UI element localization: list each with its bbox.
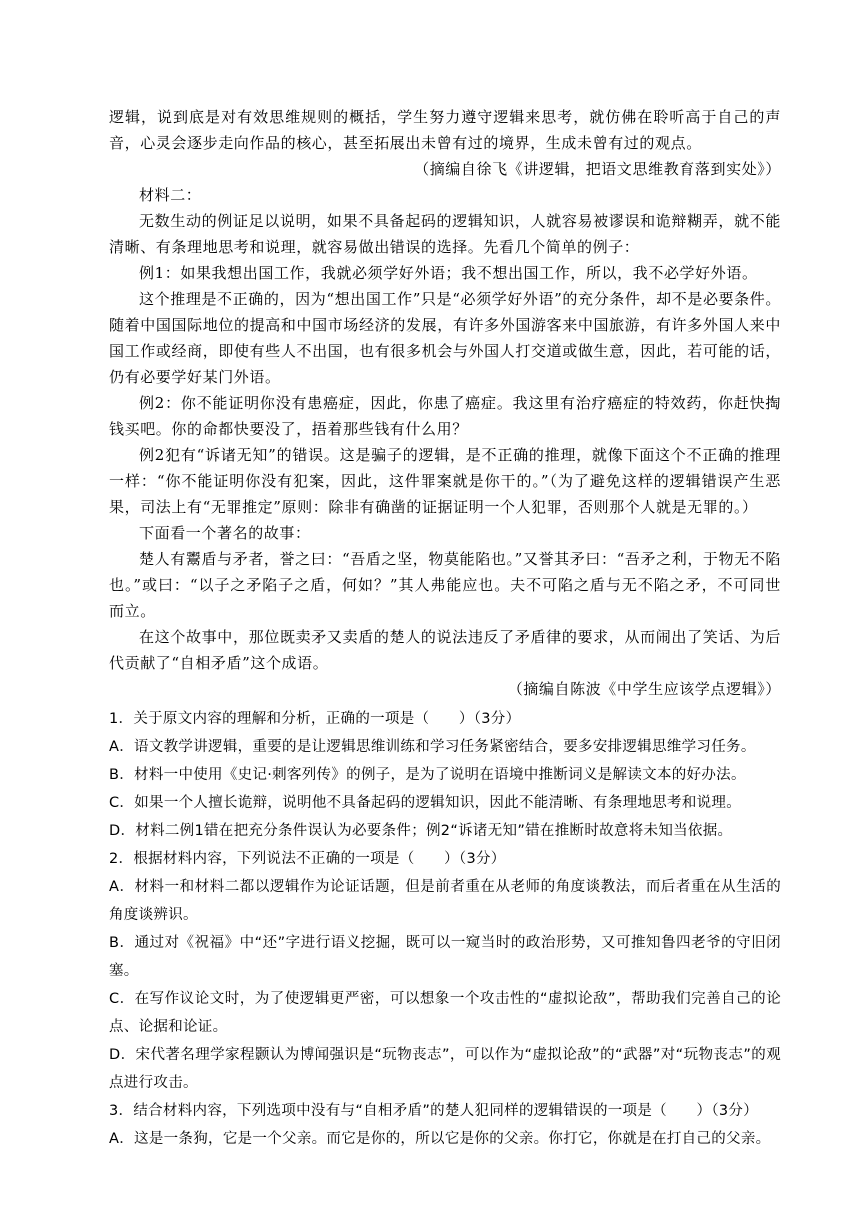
material2-paragraph: 下面看一个著名的故事： (139, 524, 311, 542)
material2-paragraph: 例2犯有“诉诸无知”的错误。这是骗子的逻辑，是不正确的推理，就像下面这个不正确的推理一样：“你不能证明你没有犯案，因此，这件罪案就是你干的。”（为了避免这样的逻辑错误产生恶果，司法上有“无罪推定”原则：除非有确凿的证据证明一个人犯罪，否则那个人就是无罪的。） (109, 446, 781, 516)
material1-paragraph: 逻辑，说到底是对有效思维规则的概括，学生努力遵守逻辑来思考，就仿佛在聆听高于自己的声音，心灵会逐步走向作品的核心，甚至拓展出未曾有过的境界，生成未曾有过的观点。 (109, 108, 781, 152)
question-1-option-b[interactable]: B．材料一中使用《史记·刺客列传》的例子，是为了说明在语境中推断词义是解读文本的好办法。 (109, 767, 746, 783)
material2-paragraph: 楚人有鬻盾与矛者，誉之曰：“吾盾之坚，物莫能陷也。”又誉其矛曰：“吾矛之利，于物无不陷也。”或曰：“以子之矛陷子之盾，何如？”其人弗能应也。夫不可陷之盾与无不陷之矛，不可同世而立。 (109, 550, 781, 620)
material2-heading: 材料二： (139, 186, 202, 204)
question-1-option-d[interactable]: D．材料二例1错在把充分条件误认为必要条件；例2“诉诸无知”错在推断时故意将未知当依据。 (109, 823, 733, 839)
material2-source: （摘编自陈波《中学生应该学点逻辑》） (507, 680, 781, 698)
material1-source: （摘编自徐飞《讲逻辑，把语文思维教育落到实处》） (414, 160, 781, 178)
question-2-stem: 2．根据材料内容，下列说法不正确的一项是（ ）（3分） (109, 851, 506, 867)
question-2-option-a[interactable]: A．材料一和材料二都以逻辑作为论证话题，但是前者重在从老师的角度谈教法，而后者重在从生活的角度谈辨识。 (109, 879, 781, 923)
question-2-option-b[interactable]: B．通过对《祝福》中“还”字进行语义挖掘，既可以一窥当时的政治形势，又可推知鲁四老爷的守旧闭塞。 (109, 935, 781, 979)
material2-paragraph: 例1：如果我想出国工作，我就必须学好外语；我不想出国工作，所以，我不必学好外语。 (139, 264, 758, 282)
question-2-option-c[interactable]: C．在写作议论文时，为了使逻辑更严密，可以想象一个攻击性的“虚拟论敌”，帮助我们完善自己的论点、论据和论证。 (109, 991, 781, 1035)
question-1-stem: 1．关于原文内容的理解和分析，正确的一项是（ ）（3分） (109, 711, 521, 727)
material2-paragraph: 在这个故事中，那位既卖矛又卖盾的楚人的说法违反了矛盾律的要求，从而闹出了笑话、为后代贡献了“自相矛盾”这个成语。 (109, 628, 781, 672)
question-1-option-a[interactable]: A．语文教学讲逻辑，重要的是让逻辑思维训练和学习任务紧密结合，要多安排逻辑思维学习任务。 (109, 739, 756, 755)
question-3-stem: 3．结合材料内容，下列选项中没有与“自相矛盾”的楚人犯同样的逻辑错误的一项是（ ）（3分） (109, 1103, 759, 1119)
question-1-option-c[interactable]: C．如果一个人擅长诡辩，说明他不具备起码的逻辑知识，因此不能清晰、有条理地思考和说理。 (109, 795, 742, 811)
material2-paragraph: 例2：你不能证明你没有患癌症，因此，你患了癌症。我这里有治疗癌症的特效药，你赶快掏钱买吧。你的命都快要没了，捂着那些钱有什么用？ (109, 394, 781, 438)
question-3-option-a[interactable]: A．这是一条狗，它是一个父亲。而它是你的，所以它是你的父亲。你打它，你就是在打自己的父亲。 (109, 1131, 771, 1147)
question-2-option-d[interactable]: D．宋代著名理学家程颢认为博闻强识是“玩物丧志”，可以作为“虚拟论敌”的“武器”对“玩物丧志”的观点进行攻击。 (109, 1047, 781, 1091)
material2-paragraph: 这个推理是不正确的，因为“想出国工作”只是“必须学好外语”的充分条件，却不是必要条件。随着中国国际地位的提高和中国市场经济的发展，有许多外国游客来中国旅游，有许多外国人来中国工作或经商，即使有些人不出国，也有很多机会与外国人打交道或做生意，因此，若可能的话，仍有必要学好某门外语。 (109, 290, 781, 386)
material2-paragraph: 无数生动的例证足以说明，如果不具备起码的逻辑知识，人就容易被谬误和诡辩糊弄，就不能清晰、有条理地思考和说理，就容易做出错误的选择。先看几个简单的例子： (109, 212, 781, 256)
text-column (0, 104, 867, 1153)
